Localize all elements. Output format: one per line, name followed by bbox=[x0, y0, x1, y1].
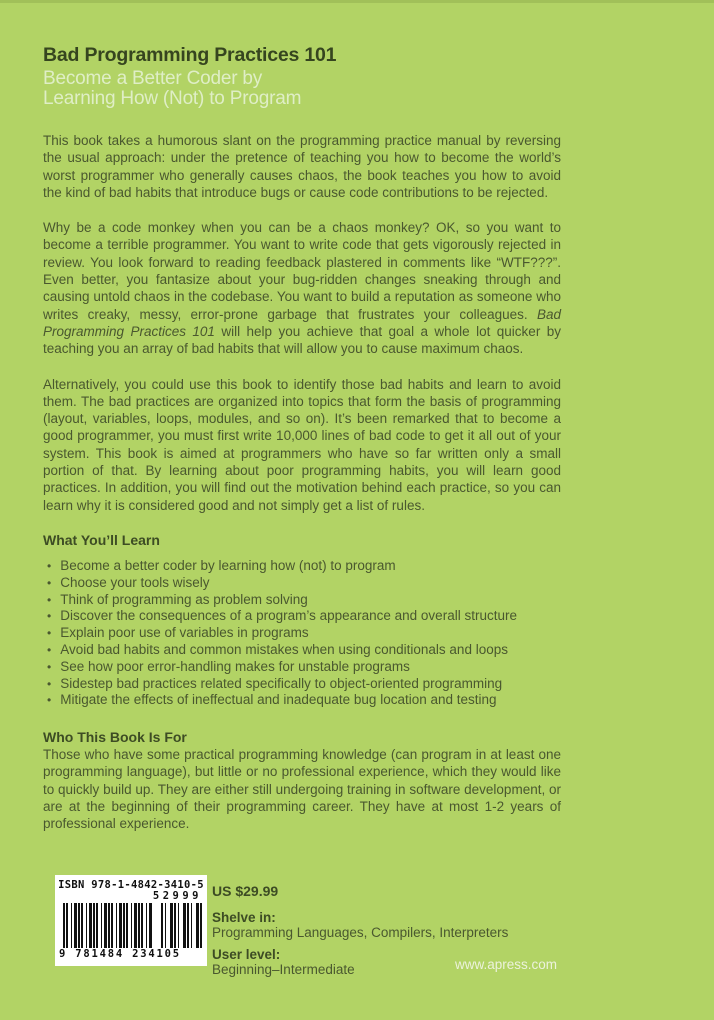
section-heading-what-youll-learn: What You’ll Learn bbox=[43, 531, 160, 548]
learn-bullet-item bbox=[47, 692, 561, 709]
learn-bullet-item bbox=[47, 575, 561, 592]
book-subtitle bbox=[43, 69, 561, 108]
learn-bullet-item bbox=[47, 676, 561, 693]
barcode-price-code: 52999 bbox=[152, 890, 202, 902]
bullet-text: Choose your tools wisely bbox=[60, 574, 210, 590]
bullet-text: Think of programming as problem solving bbox=[60, 591, 308, 607]
barcode-bars-supplement bbox=[161, 903, 202, 949]
learn-bullet-item bbox=[47, 642, 561, 659]
bullet-text: Avoid bad habits and common mistakes when using conditionals and loops bbox=[60, 641, 508, 657]
bullet-icon: • bbox=[47, 558, 52, 573]
bullet-text: Become a better coder by learning how (not) to program bbox=[60, 557, 396, 573]
bullet-text: Sidestep bad practices related specifically to object-oriented programming bbox=[60, 675, 503, 691]
description-paragraph-1: This book takes a humorous slant on the programming practice manual by reversing the usual approach: under the pretence of teaching you how to become the world’s worst programmer who generally causes chaos, the book teaches you how to avoid the kind of bad habits that introduce bugs or cause code contributions to be rejected. bbox=[43, 133, 561, 200]
description-paragraph-2 bbox=[43, 219, 561, 357]
who-for-paragraph: Those who have some practical programming knowledge (can program in at least one programming language), but little or no professional experience, which they would like to quickly build up. They are either still undergoing training in software development, or are at the beginning of their programming career. They have at most 1-2 years of professional experience. bbox=[43, 747, 561, 832]
price-label: US $29.99 bbox=[212, 883, 279, 899]
publisher-website: www.apress.com bbox=[455, 957, 558, 972]
learn-bullet-item bbox=[47, 625, 561, 642]
text-column bbox=[43, 0, 561, 851]
paragraph-2-text-after: will help you achieve that goal a whole lot quicker by teaching you an array of bad habits that will allow you to cause maximum chaos. bbox=[43, 323, 561, 357]
description-paragraph-3: Alternatively, you could use this book to identify those bad habits and learn to avoid them. The bad practices are organized into topics that form the basis of programming (layout, variables, loops, modules, and so on). It’s been remarked that to become a good programmer, you must first write 10,000 lines of bad code to get it all out of your system. This book is aimed at programmers who have so far written only a small portion of that. By learning about poor programming habits, you will learn good practices. In addition, you will find out the motivation behind each practice, so you can learn why it is considered good and not simply get a list of rules. bbox=[43, 376, 561, 513]
learn-bullet-item bbox=[47, 659, 561, 676]
isbn-barcode bbox=[55, 875, 207, 966]
learn-bullet-item bbox=[47, 558, 561, 575]
shelve-in-value: Programming Languages, Compilers, Interpreters bbox=[212, 924, 509, 940]
bullet-icon: • bbox=[47, 609, 52, 624]
learn-bullet-list bbox=[43, 558, 561, 709]
bullet-text: Discover the consequences of a program’s appearance and overall structure bbox=[60, 608, 517, 624]
user-level-label: User level: bbox=[212, 947, 281, 962]
ean-number: 9 781484 234105 bbox=[59, 948, 203, 960]
learn-bullet-item bbox=[47, 608, 561, 625]
bullet-icon: • bbox=[47, 676, 52, 691]
inline-book-title: Bad Programming Practices 101 bbox=[43, 306, 561, 339]
paragraph-2-text-before: Why be a code monkey when you can be a chaos monkey? OK, so you want to become a terrible programmer. You want to write code that gets vigorously rejected in review. You look forward to reading feedback plastered in comments like “WTF???”. Even better, you fantasize about your bug-ridden changes sneaking through and causing untold chaos in the codebase. You want to build a reputation as someone who writes creaky, messy, error-prone garbage that frustrates your colleagues. bbox=[43, 220, 561, 322]
isbn-number: ISBN 978-1-4842-3410-5 bbox=[58, 879, 204, 891]
subtitle-line-1: Become a Better Coder by bbox=[43, 68, 263, 89]
bullet-text: Explain poor use of variables in programs bbox=[60, 625, 309, 641]
bullet-text: Mitigate the effects of ineffectual and inadequate bug location and testing bbox=[60, 692, 497, 708]
book-title: Bad Programming Practices 101 bbox=[43, 44, 337, 66]
bullet-icon: • bbox=[47, 659, 52, 674]
learn-bullet-item bbox=[47, 592, 561, 609]
bullet-icon: • bbox=[47, 626, 52, 641]
bullet-icon: • bbox=[47, 693, 52, 708]
bullet-icon: • bbox=[47, 642, 52, 657]
shelve-in-label: Shelve in: bbox=[212, 910, 276, 925]
subtitle-line-2: Learning How (Not) to Program bbox=[43, 87, 302, 109]
section-heading-who-for: Who This Book Is For bbox=[43, 729, 187, 746]
user-level-value: Beginning–Intermediate bbox=[212, 961, 355, 977]
barcode-bars-main bbox=[63, 903, 153, 949]
bullet-icon: • bbox=[47, 592, 52, 607]
bullet-icon: • bbox=[47, 575, 52, 590]
bullet-text: See how poor error-handling makes for unstable programs bbox=[60, 658, 410, 674]
